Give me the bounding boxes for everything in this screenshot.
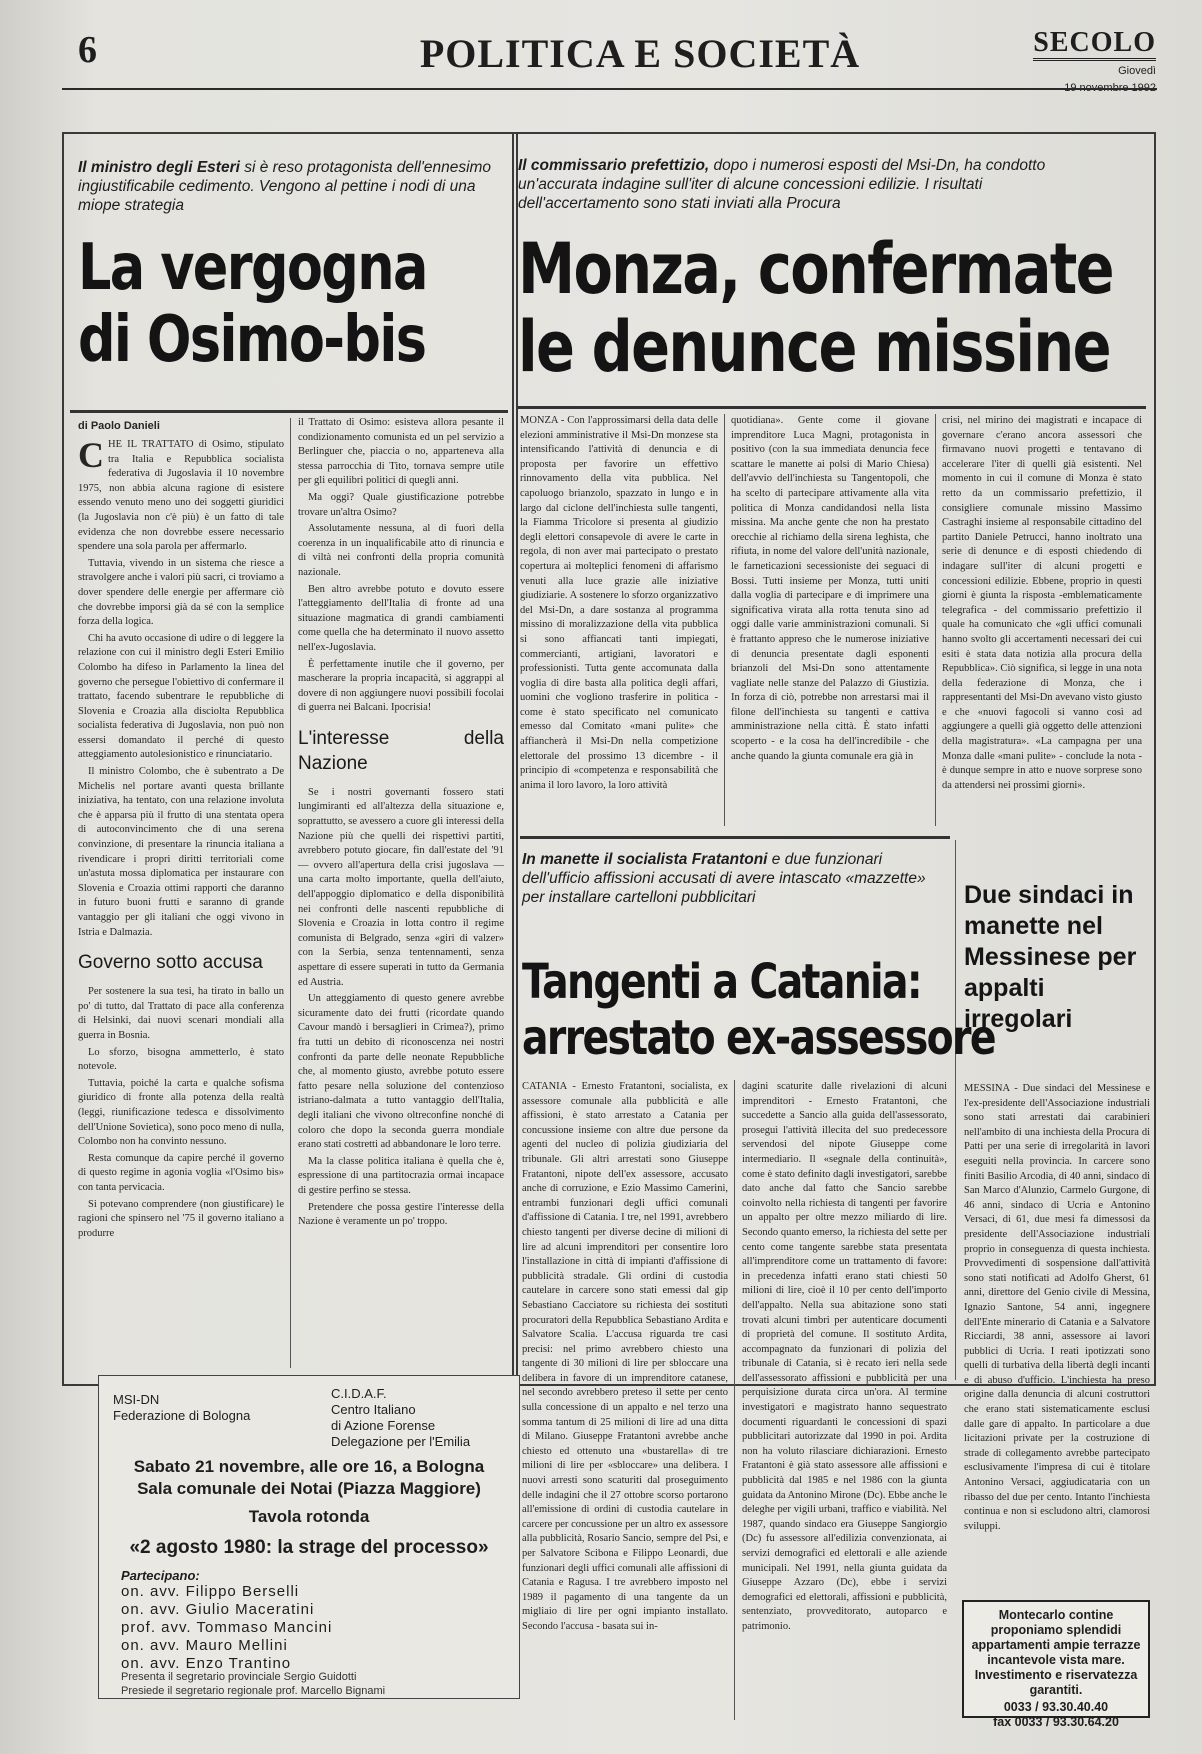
article1-kicker-bold: Il ministro degli Esteri — [78, 159, 240, 176]
article1-paragraph: Ma oggi? Quale giustificazione potrebbe trovare un'altra Osimo? — [298, 491, 504, 518]
article1-headline — [78, 232, 427, 376]
event-participant: on. avv. Enzo Trantino — [121, 1655, 292, 1672]
event-participants-label: Partecipano: — [121, 1568, 200, 1583]
article2-kicker-text: dopo i numerosi esposti del Msi-Dn, ha condotto un'accurata indagine sull'iter di alcune concessioni edilizie. I risultati dell'accertamento sono stati inviati alla Procura — [518, 157, 1046, 212]
column-divider — [955, 840, 956, 1380]
article1-lead: CHE IL TRATTATO di Osimo, stipulato tra Italia e Repubblica socialista federativa di Jugoslavia il 10 novembre 1975, non abbia alcuna ragione di esistere essendo venuto meno uno dei soggetti giuridici (la Jugoslavia non c'è più) è un fatto di tale evidenza che non dovrebbe essere necessario spendere una sola parola per affermarlo. — [78, 435, 284, 553]
article2-rule — [518, 406, 1146, 409]
event-participant: prof. avv. Tommaso Mancini — [121, 1619, 333, 1636]
article2-headline — [518, 230, 1113, 386]
article1-headline-line1: La vergogna — [78, 231, 427, 305]
article1-paragraph: Se i nostri governanti fossero stati lungimiranti ed all'altezza della situazione e, soprattutto, se avessero a cuore gli interessi della Nazione più che quelli dei rispettivi partiti, avrebbero potuto giocare, fin dall'estate del '91 — ovvero all'apertura della crisi jugoslava — una carta molto importante, quella dell'aiuto, dell'appoggio diplomatico e della disponibilità nei confronti delle nascenti repubbliche di Slovenia e Croazia in lotta contro il regime comunista di Belgrado, senza «giri di valzer» con la Serbia, senza tentennamenti, senza aspettare di essere superati in tutto da Germania ed Austria. — [298, 786, 504, 988]
article1-subhead-2: L'interesse della Nazione — [298, 727, 504, 774]
article1-paragraph: Tuttavia, poiché la carta e qualche sofisma giuridico di fronte alla potenza della realtà (leggi, riunificazione tedesca e dissolvimento dell'Unione Sovietica), sono poco meno di nulla, Colombo non ha convinto nessuno. — [78, 1077, 284, 1148]
article3-column-2 — [742, 1080, 947, 1725]
article2-paragraph: crisi, nel mirino dei magistrati e incapace di governare c'erano ancora assessori che firmavano nuovi progetti e tentavano di accelerare l'iter di quelli già esistenti. Nel momento in cui il comune di Monza è stato retto da un commissario prefettizio, il consigliere comunale missino Massimo Castraghi insieme al responsabile cittadino del partito Daniele Petrucci, hanno inoltrato una serie di denunce e di esposti chiedendo di indagare sull'iter di alcuni progetti e concessioni edilizie. Ebbene, proprio in questi giorni è giunta la risposta -emblematicamente telegrafica - del commissario prefettizio il quale ha comunicato che «gli uffici comunali hanno svolto gli accertamenti necessari dei cui esiti è stata data notizia alla procura della Repubblica». Ciò significa, si legge in una nota della federazione di Monza, che i rappresentanti del Msi-Dn avevano visto giusto e che «nuovi fagocoli si vanno così ad aggiungere a quelli già oggetto delle attenzioni della magistratura». «La campagna per una Monza dalle «mani pulite» - conclude la nota - è dunque sempre in atto e nuove sorprese sono da attendersi nei prossimi giorni». — [942, 415, 1142, 791]
article1-kicker — [78, 158, 498, 215]
article1-dropcap: C — [78, 435, 104, 475]
article1-column-2 — [298, 416, 504, 1366]
article3-headline — [522, 954, 995, 1066]
masthead-logo: SECOLO — [1033, 28, 1156, 61]
article3-paragraph: CATANIA - Ernesto Fratantoni, socialista, ex assessore comunale alla pubblicità e alle affissioni, è stato arrestato a Catania per concussione insieme con altre due persone da agenti del nucleo di polizia giudiziaria del tribunale. Gli altri arrestati sono Giuseppe Fratantoni, nipote dell'ex assessore, accusato anche di corruzione, e Ezio Massimo Camerini, entrambi funzionari degli uffici comunali d'affissione di Catania. I tre, nel 1991, avrebbero chiesto tangenti per diverse decine di milioni di lire ad alcuni imprenditori per consentire loro l'installazione in città di impianti d'affissione di pubblicità stradale. Gli ordini di custodia cautelare in carcere sono stati emessi dal gip Sebastiano Cacciatore su richiesta dei sostituti procuratori della Repubblica Sebastiano Ardita e Salvatore Scalia. L'accusa riguarda tre casi precisi: nel primo avrebbero chiesto una tangente di 30 milioni di lire per sbloccare una delibera in favore di un imprenditore catanese, nel secondo avrebbero preteso il sette per cento sulla concessione di un appalto e nel terzo una somma tantum di 25 milioni di lire ad una ditta di Milano. Giuseppe Fratantoni avrebbe anche chiesto ed ottenuto una «bustarella» di tre milioni di lire per «sbloccare» una delibera. I nuovi arresti sono scaturiti dal proseguimento delle indagini che il 27 ottobre scorso portarono all'emissione di ordini di custodia cautelare in carcere per concussione per un altro ex assessore alla pubblicità, Rosario Sancio, sempre del Psi, e per Salvatore Scibona e Filippo Leonardi, due funzionari degli uffici comunali alle affissioni di Catania e Ragusa. I tre avrebbero imposto nel 1989 il pagamento di una tangente da un migliaio di lire per ogni impianto installato. Secondo l'accusa - basata sui in- — [522, 1081, 728, 1632]
article1-paragraph: Si potevano comprendere (non giustificare) le ragioni che spinsero nel '75 il governo italiano a produrre — [78, 1198, 284, 1239]
event-organizer-left: MSI-DN Federazione di Bologna — [113, 1392, 251, 1423]
ad-phone: 0033 / 93.30.40.40 — [1003, 1700, 1109, 1714]
article2-headline-line2: le denunce missine — [518, 306, 1110, 388]
column-divider — [724, 414, 725, 826]
article4-column — [964, 1082, 1150, 1590]
article3-kicker-bold: In manette il socialista Fratantoni — [522, 851, 768, 868]
event-venue: Sala comunale dei Notai (Piazza Maggiore) — [137, 1479, 481, 1498]
article2-column-3 — [942, 414, 1142, 826]
article3-kicker-text: e due funzionari dell'ufficio affissioni accusati di avere intascato «mazzette» per installare cartelloni pubblicitari — [522, 851, 926, 906]
article1-paragraph: Il ministro Colombo, che è subentrato a De Michelis nel portare avanti questa brillante iniziativa, ha tentato, con una relazione involuta che è apparsa più il frutto di una stentata opera di autoconvincimento che di una serena convinzione, di presentare la rinuncia italiana a rivendicare i propri diritti territoriali come un'astuta mossa diplomatica per instaurare con Slovenia e Croazia ottimi rapporti che daranno in futuro buoni frutti e saranno di grande vantaggio per gli italiani che oggi vivono in Istria e Dalmazia. — [78, 766, 284, 938]
event-announcement-box — [98, 1375, 520, 1699]
article3-headline-line1: Tangenti a Catania: — [522, 954, 921, 1010]
column-divider — [734, 1080, 735, 1720]
masthead — [1033, 28, 1156, 95]
article1-headline-line2: di Osimo-bis — [78, 303, 426, 377]
article2-paragraph: MONZA - Con l'approssimarsi della data delle elezioni amministrative il Msi-Dn monzese sta intensificando l'attività di denuncia e di proposta per favorire un effettivo rinnovamento della vita pubblica. Nel capoluogo brianzolo, spazzato in lungo e in largo dal ciclone dell'inchiesta sulle tangenti, la Fiamma Tricolore si presenta al giudizio degli elettori consapevole di avere le carte in regola, di non aver mai partecipato o prestato copertura ai molteplici fenomeni di affarismo venuti alla luce grazie alle iniziative giudiziarie. A sostenere lo sforzo organizzativo del Msi-Dn, a dare sostanza al programma missino di moralizzazione della vita pubblica si sono affiancati tanti impiegati, commercianti, artigiani, lavoratori e professionisti. Tutta gente accomunata dalla voglia di dire basta alla politica degli affari, uomini che vogliono trasferire in politica - come è stato specificato nel comunicato emesso dal Comitato «mani pulite» che affiancherà il Msi-Dn nella competizione elettorale del prossimo 13 dicembre - il principio di «competenza e responsabilità che anima il loro lavoro, la loro attività — [520, 415, 718, 791]
article1-paragraph: Tuttavia, vivendo in un sistema che riesce a stravolgere anche i valori più sacri, ci troviamo a dover spendere delle energie per affermare ciò che dovrebbe imporsi già da sé con la semplice forza della logica. — [78, 557, 284, 628]
event-organizer-right: C.I.D.A.F. Centro Italiano di Azione Forense Delegazione per l'Emilia — [331, 1386, 471, 1449]
article1-paragraph: Resta comunque da capire perché il governo di questo regime in agonia voglia «l'Osimo bis» con tanta pervicacia. — [78, 1152, 284, 1193]
event-format: Tavola rotonda — [248, 1507, 370, 1526]
real-estate-ad — [962, 1600, 1150, 1729]
article1-paragraph: Assolutamente nessuna, al di fuori della coerenza in un inqualificabile atto di rinuncia e di viltà nei confronti della propria comunità nazionale. — [298, 523, 504, 578]
article1-paragraph: il Trattato di Osimo: esisteva allora pesante il condizionamento comunista ed un pel servizio a Berlinguer che, piaccia o no, apparteneva alla stessa parrocchia di Tito, tornava sempre utile per gli equilibri politici di quegli anni. — [298, 417, 504, 487]
issue-day: Giovedì — [1118, 65, 1156, 77]
section-title: POLITICA E SOCIETÀ — [419, 31, 861, 76]
article4-headline: Due sindaci in manette nel Messinese per appalti irregolari — [964, 881, 1137, 1033]
ad-text: Montecarlo contine proponiamo splendidi appartamenti ampie terrazze incantevole vista mare. Investimento e riservatezza garantiti. — [971, 1608, 1141, 1697]
article1-column-1 — [78, 420, 284, 1370]
article1-paragraph: Lo sforzo, bisogna ammetterlo, è stato notevole. — [78, 1046, 284, 1073]
event-date: Sabato 21 novembre, alle ore 16, a Bologna — [133, 1457, 485, 1476]
article1-rule — [70, 410, 508, 413]
event-footer: Presenta il segretario provinciale Sergio Guidotti Presiede il segretario regionale prof. Marcello Bignami — [121, 1671, 386, 1697]
column-divider — [935, 414, 936, 826]
article3-top-rule — [520, 836, 950, 839]
article1-paragraph: È perfettamente inutile che il governo, per mascherare la propria incapacità, si aggrappi al dovere di non aggiungere nuovi possibili focolai di guerra nei Balcani. Ipocrisia! — [298, 658, 504, 714]
article1-kicker-text: si è reso protagonista dell'ennesimo ingiustificabile cedimento. Vengono al pettine i nodi di una miope strategia — [78, 159, 492, 214]
article3-kicker — [522, 850, 942, 907]
article2-column-2 — [731, 414, 929, 826]
ad-fax: fax 0033 / 93.30.64.20 — [993, 1715, 1119, 1729]
page-number: 6 — [78, 29, 97, 71]
article2-kicker-bold: Il commissario prefettizio, — [518, 157, 710, 174]
event-participant: on. avv. Mauro Mellini — [121, 1637, 288, 1654]
article2-paragraph: quotidiana». Gente come il giovane imprenditore Luca Magni, protagonista in positivo (con la sua immediata denuncia fece scattare le manette ai polsi di Mario Chiesa) dell'avvio dell'inchiesta su Tangentopoli, che ha scelto di partecipare attivamente alla vita politica di Monza candidandosi nella lista missina. Ma anche gente che non ha prestato orecchie al richiamo della sirena leghista, che rifiuta, in nome del valore dell'unità nazionale, le farneticazioni secessioniste dei seguaci di Bossi. Tutti insieme per Monza, tutti uniti dalla voglia di partecipare e di imprimere una significativa virata alla rotta tenuta sino ad oggi dalle varie amministrazioni comunali. Si è frattanto appreso che le numerose iniziative di denuncia presentate dagli esponenti brianzoli del Msi-Dn sono attentamente vagliate nelle stanze del Palazzo di Giustizia. In forza di ciò, potrebbe non arrestarsi mai il filone dell'inchiesta su tangenti e cattiva amministrazione nella città. È stato infatti scoperto - e la cosa ha dell'incredibile - che anche quando la giunta comunale era già in — [731, 415, 929, 762]
article3-headline-line2: arrestato ex-assessore — [522, 1010, 995, 1066]
article2-column-1 — [520, 414, 718, 826]
article1-paragraph: Un atteggiamento di questo genere avrebbe sicuramente dato dei frutti (ricordate quando Cavour mandò i bersaglieri in Crimea?), primo fra tutti un debito di riconoscenza nei nostri confronti da parte delle neonate Repubbliche che, al momento giusto, avrebbe potuto essere fatto pesare nella soluzione del contenzioso istriano-dalmata a tutto vantaggio dell'Italia, degli italiani che vivono oltreconfine nonché di coloro che dopo la seconda guerra mondiale erano stati costretti ad abbandonare le loro terre. — [298, 993, 504, 1151]
header-rule — [62, 88, 1157, 90]
article2-headline-line1: Monza, confermate — [518, 228, 1113, 310]
article3-paragraph: dagini scaturite dalle rivelazioni di alcuni imprenditori - Ernesto Fratantoni, che succedette a Sancio alla guida dell'assessorato, proseguì l'attività illecita del suo predecessore servendosi del nipote Giuseppe come intermediario. Il «segnale della continuità», come è stato definito dagli investigatori, sarebbe dato anche dal fatto che Sancio sarebbe coinvolto nella richiesta di tangenti per favorire un appalto per oltre mezzo miliardo di lire. Secondo quanto emerso, la richiesta del sette per cento come tangente sarebbe stata presentata all'imprenditore come un trattamento di favore: in precedenza infatti erano stati chiesti 50 milioni di lire, cioè il 10 per cento dell'importo dell'appalto. Nella sua abitazione sono stati trovati alcuni timbri per autenticare documenti di proprietà del comune. Il sostituto Ardita, accompagnato da funzionari di polizia del tribunale di Catania, si è recato ieri nella sede dell'assessorato affissioni e pubblicità per una perquisizione durata circa un'ora. Al termine investigatori e magistrato hanno sequestrato documenti riguardanti le concessioni di spazi pubblicitari autorizzate dal 1990 in poi. Ardita non ha voluto rilasciare dichiarazioni. Ernesto Fratantoni è già stato assessore alle affissioni e pubblicità dal 1985 e nel 1986 con la giunta guidata da Antonino Mirone (Dc). Ebbe anche le deleghe per vigili urbani, traffico e viabilità. Nel 1987, quando sindaco era Giuseppe Sangiorgio (Dc) fu assessore all'edilizia convenzionata, ai servizi demografici ed elettorali e alle aziende municipali. Nel 1991, nella giunta guidata da Giuseppe Azzaro (Dc), ebbe i servizi demografici ed elettorali, affissioni e pubblicità, sentenziato, provveditorato, autoparco e patrimonio. — [742, 1081, 947, 1632]
article1-paragraph: Chi ha avuto occasione di udire o di leggere la relazione con cui il ministro degli Esteri Emilio Colombo ha difeso in Parlamento la linea del governo che persegue l'obiettivo di confermare il trattato, facendo subentrare le repubbliche di Slovenia e Croazia alla disciolta Repubblica socialista federativa di Jugoslavia, non può non essersi domandato il perché di questo atteggiamento autolesionistico e rinunciatario. — [78, 632, 284, 761]
article1-paragraph: Ben altro avrebbe potuto e dovuto essere l'atteggiamento dell'Italia di fronte ad una situazione magmatica di grandi cambiamenti come quella che ha determinato il nuovo assetto nell'ex-Jugoslavia. — [298, 583, 504, 653]
column-divider — [290, 418, 291, 1368]
article2-kicker — [518, 156, 1058, 213]
article1-byline: di Paolo Danieli — [78, 420, 160, 432]
article4-paragraph: MESSINA - Due sindaci del Messinese e l'ex-presidente dell'Associazione industriali sono stati arrestati dai carabinieri nell'ambito di una inchiesta della Procura di Patti per una serie di irregolarità in lavori eseguiti nella provincia. In carcere sono finiti Basilio Arcodia, di 40 anni, sindaco di San Marco d'Alunzio, Carmelo Gurgone, di 46 anni, sindaco di Ucria e Antonino Versaci, di 61, due mesi fa dimessosi da presidente dell'Associazione industriali proprio in conseguenza di questa inchiesta. Provvedimenti di sospensione dall'attività sono stati notificati ad Adolfo Gherst, 61 anni, direttore del Genio civile di Messina, Ignazio Santone, 54 anni, ingegnere dell'Ente minerario di Catania e a Salvatore Ricciardi, 38 anni, assessore ai lavori pubblici di Ucria. I reati ipotizzati sono quelli di turbativa della libertà degli incanti e di abuso d'ufficio. L'inchiesta ha preso origine dalla denuncia di alcuni costruttori che erano stati sistematicamente esclusi dalle gare di appalto. In particolare a due licitazioni private per la costruzione di strade di collegamento avrebbe partecipato esclusivamente l'impresa di cui è titolare Antonino Versaci, aggiudicataria con un ribasso del due per cento. Intanto l'inchiesta continua e non si escludono altri, clamorosi sviluppi. — [964, 1083, 1150, 1532]
event-theme: «2 agosto 1980: la strage del processo» — [129, 1537, 489, 1558]
event-participant: on. avv. Giulio Maceratini — [121, 1601, 315, 1618]
event-participant: on. avv. Filippo Berselli — [121, 1583, 300, 1600]
event-participants-list — [121, 1583, 332, 1673]
article1-paragraph: Ma la classe politica italiana è quella che è, espressione di una partitocrazia ormai incapace di gestire perfino se stessa. — [298, 1155, 504, 1196]
article1-paragraph: Pretendere che possa gestire l'interesse della Nazione è veramente un po' troppo. — [298, 1201, 504, 1228]
article1-subhead-1: Governo sotto accusa — [78, 952, 263, 974]
article1-paragraph: Per sostenere la sua tesi, ha tirato in ballo un po' di tutto, dal Trattato di pace alla conferenza di Helsinki, dai nuovi scenari mondiali alla guerra in Bosnia. — [78, 986, 284, 1041]
article3-column-1 — [522, 1080, 728, 1725]
